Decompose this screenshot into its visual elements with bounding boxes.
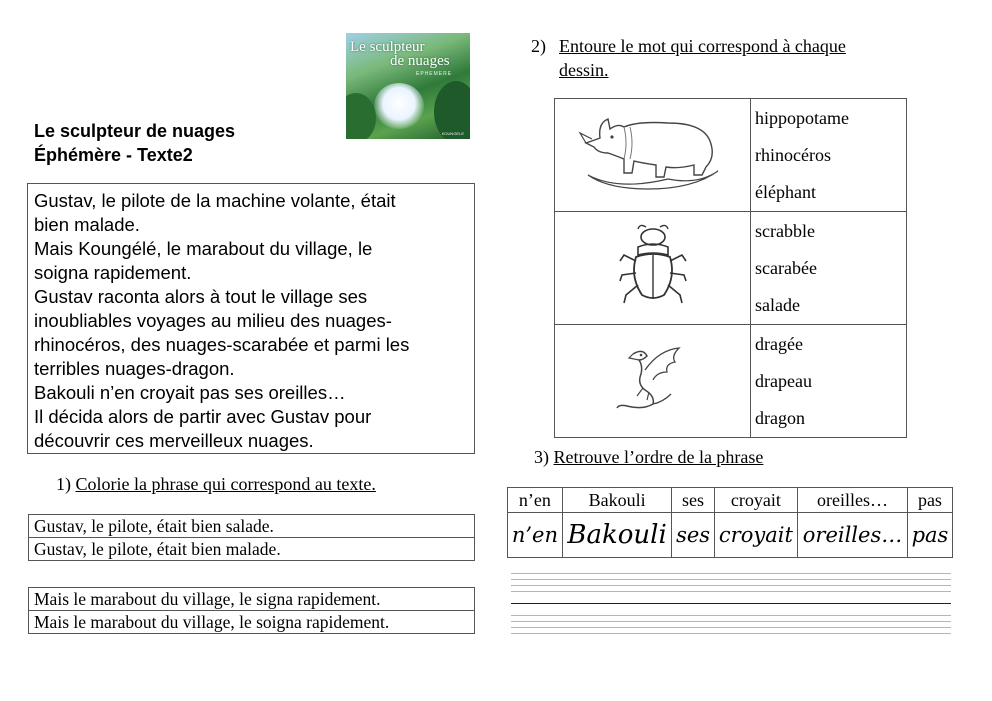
word-option[interactable]: dragée — [755, 334, 803, 354]
cursive-word-tile[interactable]: ses — [672, 513, 714, 558]
story-line: Gustav, le pilote de la machine volante, était — [34, 190, 396, 211]
story-line: rhinocéros, des nuages-scarabée et parmi les — [34, 334, 410, 355]
story-line: découvrir ces merveilleux nuages. — [34, 430, 314, 451]
cursive-word-tile[interactable]: oreilles… — [798, 513, 908, 558]
cover-author: KOUNGELE — [441, 131, 464, 136]
story-line: Gustav raconta alors à tout le village ses — [34, 286, 368, 307]
book-cover-image — [346, 33, 470, 139]
story-text-box — [27, 183, 475, 454]
question-3-title — [534, 447, 763, 468]
cover-title-line2: de nuages — [390, 53, 450, 69]
question-1-text: Colorie la phrase qui correspond au texte. — [75, 474, 376, 494]
story-line: Il décida alors de partir avec Gustav pour — [34, 406, 372, 427]
story-line: bien malade. — [34, 214, 140, 235]
question-2-title — [531, 34, 911, 82]
writing-base-line — [511, 603, 951, 604]
question-3-number: 3) — [534, 447, 549, 467]
page-subtitle: Éphémère - Texte2 — [34, 145, 193, 165]
cover-cloud — [374, 83, 424, 129]
word-option[interactable]: salade — [755, 295, 800, 315]
question-3-text: Retrouve l’ordre de la phrase — [553, 447, 764, 467]
word-tile[interactable]: ses — [672, 488, 714, 513]
rhinoceros-cell — [555, 99, 751, 212]
word-option[interactable]: rhinocéros — [755, 145, 831, 165]
writing-guide-line — [511, 627, 951, 628]
word-option[interactable]: hippopotame — [755, 108, 849, 128]
word-option[interactable]: drapeau — [755, 371, 812, 391]
choice-table-2 — [28, 587, 475, 634]
writing-guide-line — [511, 633, 951, 634]
word-option[interactable]: éléphant — [755, 182, 816, 202]
choice-option[interactable]: Gustav, le pilote, était bien malade. — [29, 538, 475, 561]
question-1-title — [56, 474, 376, 495]
cover-foliage-left — [346, 93, 376, 139]
question-2-text-line2: dessin. — [559, 60, 609, 80]
word-order-table — [507, 487, 953, 558]
word-tile[interactable]: n’en — [508, 488, 563, 513]
writing-guide-line — [511, 585, 951, 586]
rhinoceros-word-choices — [751, 99, 907, 212]
story-line: inoubliables voyages au milieu des nuages- — [34, 310, 392, 331]
writing-guide-line — [511, 615, 951, 616]
word-option[interactable]: scrabble — [755, 221, 815, 241]
question-2-number: 2) — [531, 36, 546, 56]
writing-guide-line — [511, 621, 951, 622]
cursive-word-tile[interactable]: Bakouli — [562, 513, 672, 558]
word-tile[interactable]: Bakouli — [562, 488, 672, 513]
word-tile[interactable]: croyait — [714, 488, 797, 513]
choice-table-1 — [28, 514, 475, 561]
choice-option[interactable]: Gustav, le pilote, était bien salade. — [29, 515, 475, 538]
cover-publisher: EPHEMERE — [416, 71, 453, 77]
story-line: Mais Koungélé, le marabout du village, le — [34, 238, 373, 259]
choice-option[interactable]: Mais le marabout du village, le soigna rapidement. — [29, 611, 475, 634]
cover-title-line1: Le sculpteur — [350, 39, 425, 55]
word-option[interactable]: scarabée — [755, 258, 817, 278]
choice-option[interactable]: Mais le marabout du village, le signa rapidement. — [29, 588, 475, 611]
dragon-word-choices — [751, 325, 907, 438]
word-tile[interactable]: oreilles… — [798, 488, 908, 513]
scarab-drawing-icon — [618, 221, 688, 311]
writing-guide-line — [511, 579, 951, 580]
writing-guide-line — [511, 591, 951, 592]
question-2-text-line1: Entoure le mot qui correspond à chaque — [559, 36, 846, 56]
scarab-word-choices — [751, 212, 907, 325]
scarab-cell — [555, 212, 751, 325]
story-line: Bakouli n’en croyait pas ses oreilles… — [34, 382, 346, 403]
cursive-word-tile[interactable]: n’en — [508, 513, 563, 558]
dragon-drawing-icon — [613, 344, 693, 414]
cursive-word-tile[interactable]: croyait — [714, 513, 797, 558]
story-line: soigna rapidement. — [34, 262, 192, 283]
writing-lines[interactable] — [511, 573, 951, 637]
rhinoceros-drawing-icon — [578, 113, 728, 193]
cursive-word-tile[interactable]: pas — [907, 513, 952, 558]
picture-word-table — [554, 98, 907, 438]
word-option[interactable]: dragon — [755, 408, 805, 428]
dragon-cell — [555, 325, 751, 438]
story-line: terribles nuages-dragon. — [34, 358, 235, 379]
word-tile[interactable]: pas — [907, 488, 952, 513]
question-1-number: 1) — [56, 474, 71, 494]
page-title: Le sculpteur de nuages — [34, 121, 236, 141]
writing-guide-line — [511, 573, 951, 574]
